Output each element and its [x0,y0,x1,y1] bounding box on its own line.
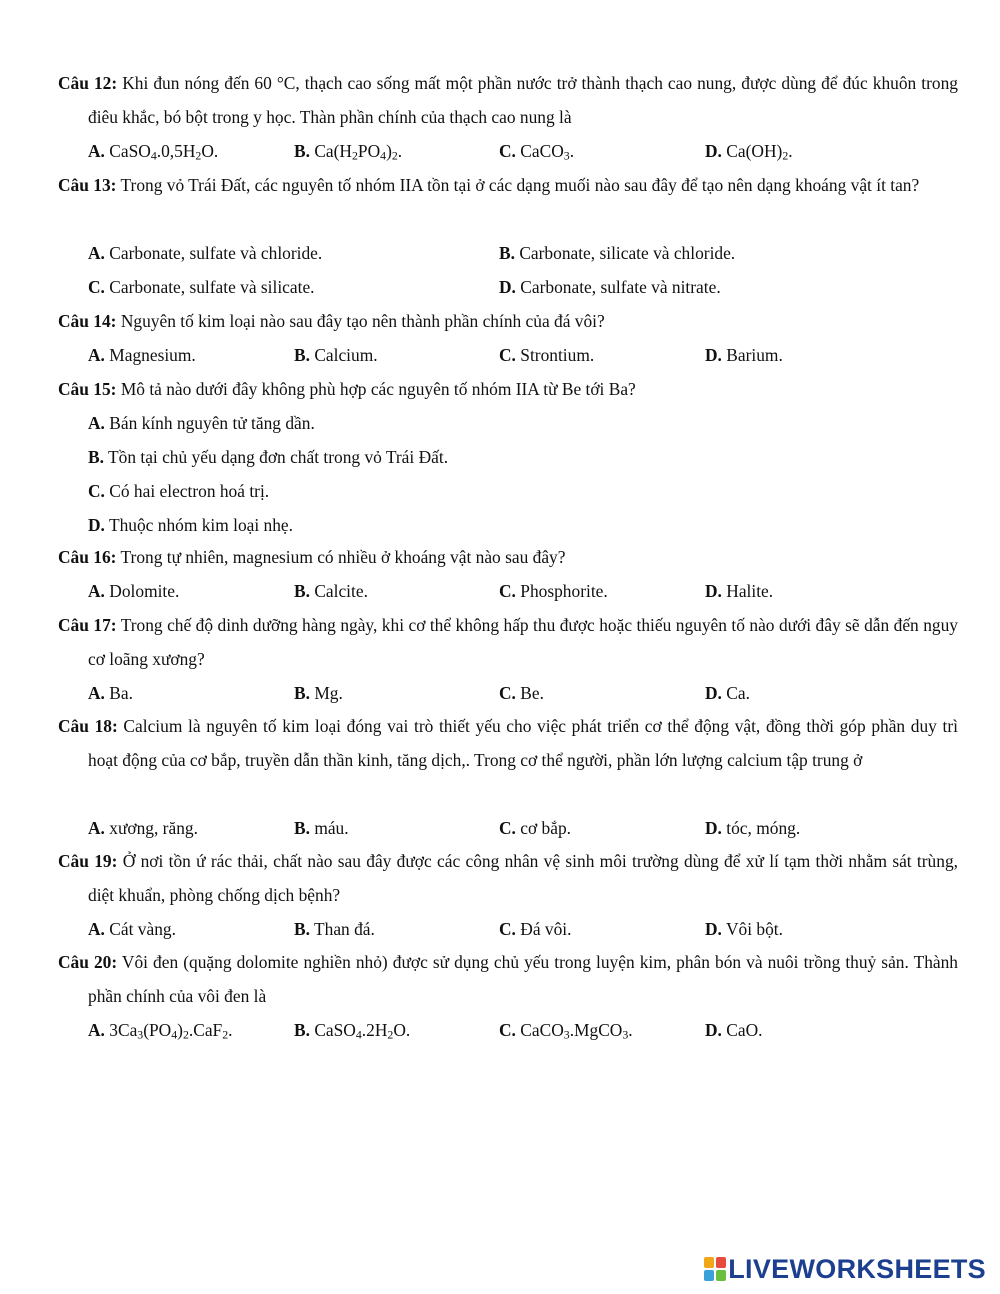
subscript: 2 [391,148,398,163]
option-b[interactable]: B. Mg. [294,683,343,703]
subscript: 2 [351,148,358,163]
option-text: Calcite. [314,581,368,601]
option-text: Calcium. [314,345,378,365]
option-c[interactable]: C. Carbonate, sulfate và silicate. [88,277,315,297]
options-row [88,574,938,608]
question-19 [58,844,958,912]
option-text: $Ca(H_2PO_4)_2$. [314,141,403,163]
option-b[interactable]: B. Than đá. [294,919,375,939]
subscript: 4 [150,148,157,163]
option-b[interactable]: B. $CaSO_4.2H_2O$. [294,1020,411,1042]
subscript: 4 [380,148,387,163]
subscript: 3 [622,1027,629,1042]
options-row [88,508,938,542]
question-number: Câu 16: [58,547,117,567]
option-text: Ca. [726,683,750,703]
options-row [88,676,938,710]
options-row [88,236,938,270]
option-text: xương, răng. [109,818,198,838]
question-text: Khi đun nóng đến 60 °C, thạch cao sống mất một phần nước trở thành thạch cao nung, được dùng để đúc khuôn trong điêu khắc, bó bột trong y học. Thàn phần chính của thạch cao nung là [88,73,958,127]
option-text: Carbonate, sulfate và nitrate. [520,277,721,297]
option-d[interactable]: D. Thuộc nhóm kim loại nhẹ. [88,515,293,535]
option-text: Bán kính nguyên tử tăng dần. [109,413,315,433]
option-text: CaO. [726,1020,763,1040]
question-text: Trong chế độ dinh dưỡng hàng ngày, khi cơ thể không hấp thu được hoặc thiếu nguyên tố nào dưới đây sẽ dẫn đến nguy cơ loãng xương? [88,615,958,669]
option-text: Phosphorite. [520,581,608,601]
option-text: Be. [520,683,544,703]
option-text: Halite. [726,581,774,601]
options-row [88,270,938,304]
option-text: $CaSO_4.0,5H_2O$. [109,141,219,163]
option-a[interactable]: A. Carbonate, sulfate và chloride. [88,243,323,263]
option-text: Thuộc nhóm kim loại nhẹ. [108,515,293,535]
option-d[interactable]: D. Halite. [705,581,774,601]
subscript: 2 [195,148,202,163]
question-14 [58,304,958,338]
option-c[interactable]: C. cơ bắp. [499,818,572,838]
option-text: CaCO$_3$. [520,141,575,163]
option-a[interactable]: A. Bán kính nguyên tử tăng dần. [88,413,315,433]
option-text: $3Ca_3(PO_4)_2.CaF_2$. [109,1020,233,1042]
option-text: Đá vôi. [520,919,572,939]
option-text: Vôi bột. [725,919,783,939]
subscript: 3 [563,1027,570,1042]
option-d[interactable]: D. Ca. [705,683,750,703]
question-number: Câu 14: [58,311,117,331]
option-text: Có hai electron hoá trị. [109,481,270,501]
option-a[interactable]: A. $CaSO_4.0,5H_2O$. [88,141,219,163]
option-c[interactable]: C. Phosphorite. [499,581,608,601]
option-text: Dolomite. [109,581,180,601]
option-text: $Ca(OH)_2$. [726,141,793,163]
question-12 [58,66,958,134]
options-row [88,338,938,372]
options-row [88,440,938,474]
question-20 [58,945,958,1013]
option-b[interactable]: B. $Ca(H_2PO_4)_2$. [294,141,403,163]
logo-square [716,1270,726,1281]
question-text: Nguyên tố kim loại nào sau đây tạo nên thành phần chính của đá vôi? [120,311,605,331]
option-text: máu. [314,818,349,838]
option-d[interactable]: D. CaO. [705,1020,763,1040]
options-row [88,474,938,508]
option-text: $CaSO_4.2H_2O$. [314,1020,411,1042]
question-number: Câu 13: [58,175,117,195]
options-row [88,811,938,845]
option-a[interactable]: A. Cát vàng. [88,919,176,939]
question-text: Vôi đen (quặng dolomite nghiền nhỏ) được sử dụng chủ yếu trong luyện kim, phân bón và nuôi trồng thuỷ sản. Thành phần chính của vôi đen là [88,952,958,1006]
question-number: Câu 17: [58,615,117,635]
option-text: Magnesium. [109,345,196,365]
question-16 [58,540,958,574]
option-text: CaCO$_3$.MgCO$_3$. [520,1020,633,1042]
liveworksheets-logo-icon [704,1257,726,1281]
option-b[interactable]: B. Carbonate, silicate và chloride. [499,243,736,263]
logo-square [704,1257,714,1268]
subscript: 2 [782,148,789,163]
question-text: Trong vỏ Trái Đất, các nguyên tố nhóm IIA tồn tại ở các dạng muối nào sau đây để tạo nên dạng khoáng vật ít tan? [120,175,920,195]
question-text: Calcium là nguyên tố kim loại đóng vai trò thiết yếu cho việc phát triển cơ thể động vật, đồng thời góp phần duy trì hoạt động của cơ bắp, truyền dẫn thần kinh, tăng dịch,. Trong cơ thể người, phần lớn lượng calcium tập trung ở [88,716,958,770]
question-number: Câu 19: [58,851,118,871]
logo-square [716,1257,726,1268]
option-a[interactable]: A. Ba. [88,683,133,703]
subscript: 3 [137,1027,144,1042]
option-text: cơ bắp. [520,818,572,838]
option-text: Cát vàng. [109,919,176,939]
option-text: Carbonate, sulfate và silicate. [109,277,315,297]
option-c[interactable]: C. Có hai electron hoá trị. [88,481,270,501]
option-b[interactable]: B. Tồn tại chủ yếu dạng đơn chất trong vỏ Trái Đất. [88,447,449,467]
question-number: Câu 18: [58,716,118,736]
option-text: tóc, móng. [726,818,801,838]
option-c[interactable]: C. Strontium. [499,345,595,365]
option-a[interactable]: A. xương, răng. [88,818,198,838]
option-c[interactable]: C. Be. [499,683,544,703]
option-text: Tồn tại chủ yếu dạng đơn chất trong vỏ Trái Đất. [108,447,449,467]
options-row [88,1013,938,1047]
option-d[interactable]: D. Vôi bột. [705,919,783,939]
option-text: Strontium. [520,345,595,365]
option-b[interactable]: B. máu. [294,818,349,838]
option-text: Mg. [314,683,343,703]
subscript: 2 [182,1027,189,1042]
subscript: 2 [222,1027,229,1042]
logo-square [704,1270,714,1281]
options-row [88,134,938,168]
question-15 [58,372,958,406]
option-text: Ba. [109,683,133,703]
liveworksheets-brand[interactable] [704,1252,986,1286]
option-c[interactable]: C. Đá vôi. [499,919,572,939]
question-text: Trong tự nhiên, magnesium có nhiều ở khoáng vật nào sau đây? [120,547,566,567]
options-row [88,406,938,440]
question-18 [58,709,958,777]
question-text: Mô tả nào dưới đây không phù hợp các nguyên tố nhóm IIA từ Be tới Ba? [120,379,636,399]
option-d[interactable]: D. $Ca(OH)_2$. [705,141,793,163]
question-number: Câu 15: [58,379,117,399]
question-17 [58,608,958,676]
subscript: 4 [171,1027,178,1042]
option-d[interactable]: D. Carbonate, sulfate và nitrate. [499,277,721,297]
question-13 [58,168,958,202]
question-text: Ở nơi tồn ứ rác thải, chất nào sau đây được các công nhân vệ sinh môi trường dùng để xử lí tạm thời nhằm sát trùng, diệt khuẩn, phòng chống dịch bệnh? [88,851,958,905]
option-text: Carbonate, silicate và chloride. [519,243,736,263]
option-text: Barium. [726,345,783,365]
subscript: 4 [355,1027,362,1042]
option-text: Carbonate, sulfate và chloride. [109,243,323,263]
subscript: 3 [563,148,570,163]
option-a[interactable]: A. Dolomite. [88,581,180,601]
option-d[interactable]: D. Barium. [705,345,783,365]
option-a[interactable]: A. $3Ca_3(PO_4)_2.CaF_2$. [88,1020,233,1042]
option-text: Than đá. [314,919,375,939]
option-d[interactable]: D. tóc, móng. [705,818,801,838]
options-row [88,912,938,946]
question-number: Câu 12: [58,73,118,93]
option-a[interactable]: A. Magnesium. [88,345,196,365]
option-c[interactable]: C. CaCO$_3$.MgCO$_3$. [499,1020,633,1042]
option-b[interactable]: B. Calcium. [294,345,378,365]
subscript: 2 [387,1027,394,1042]
option-b[interactable]: B. Calcite. [294,581,368,601]
option-c[interactable]: C. CaCO$_3$. [499,141,575,163]
brand-name: LIVEWORKSHEETS [728,1253,986,1284]
question-number: Câu 20: [58,952,118,972]
